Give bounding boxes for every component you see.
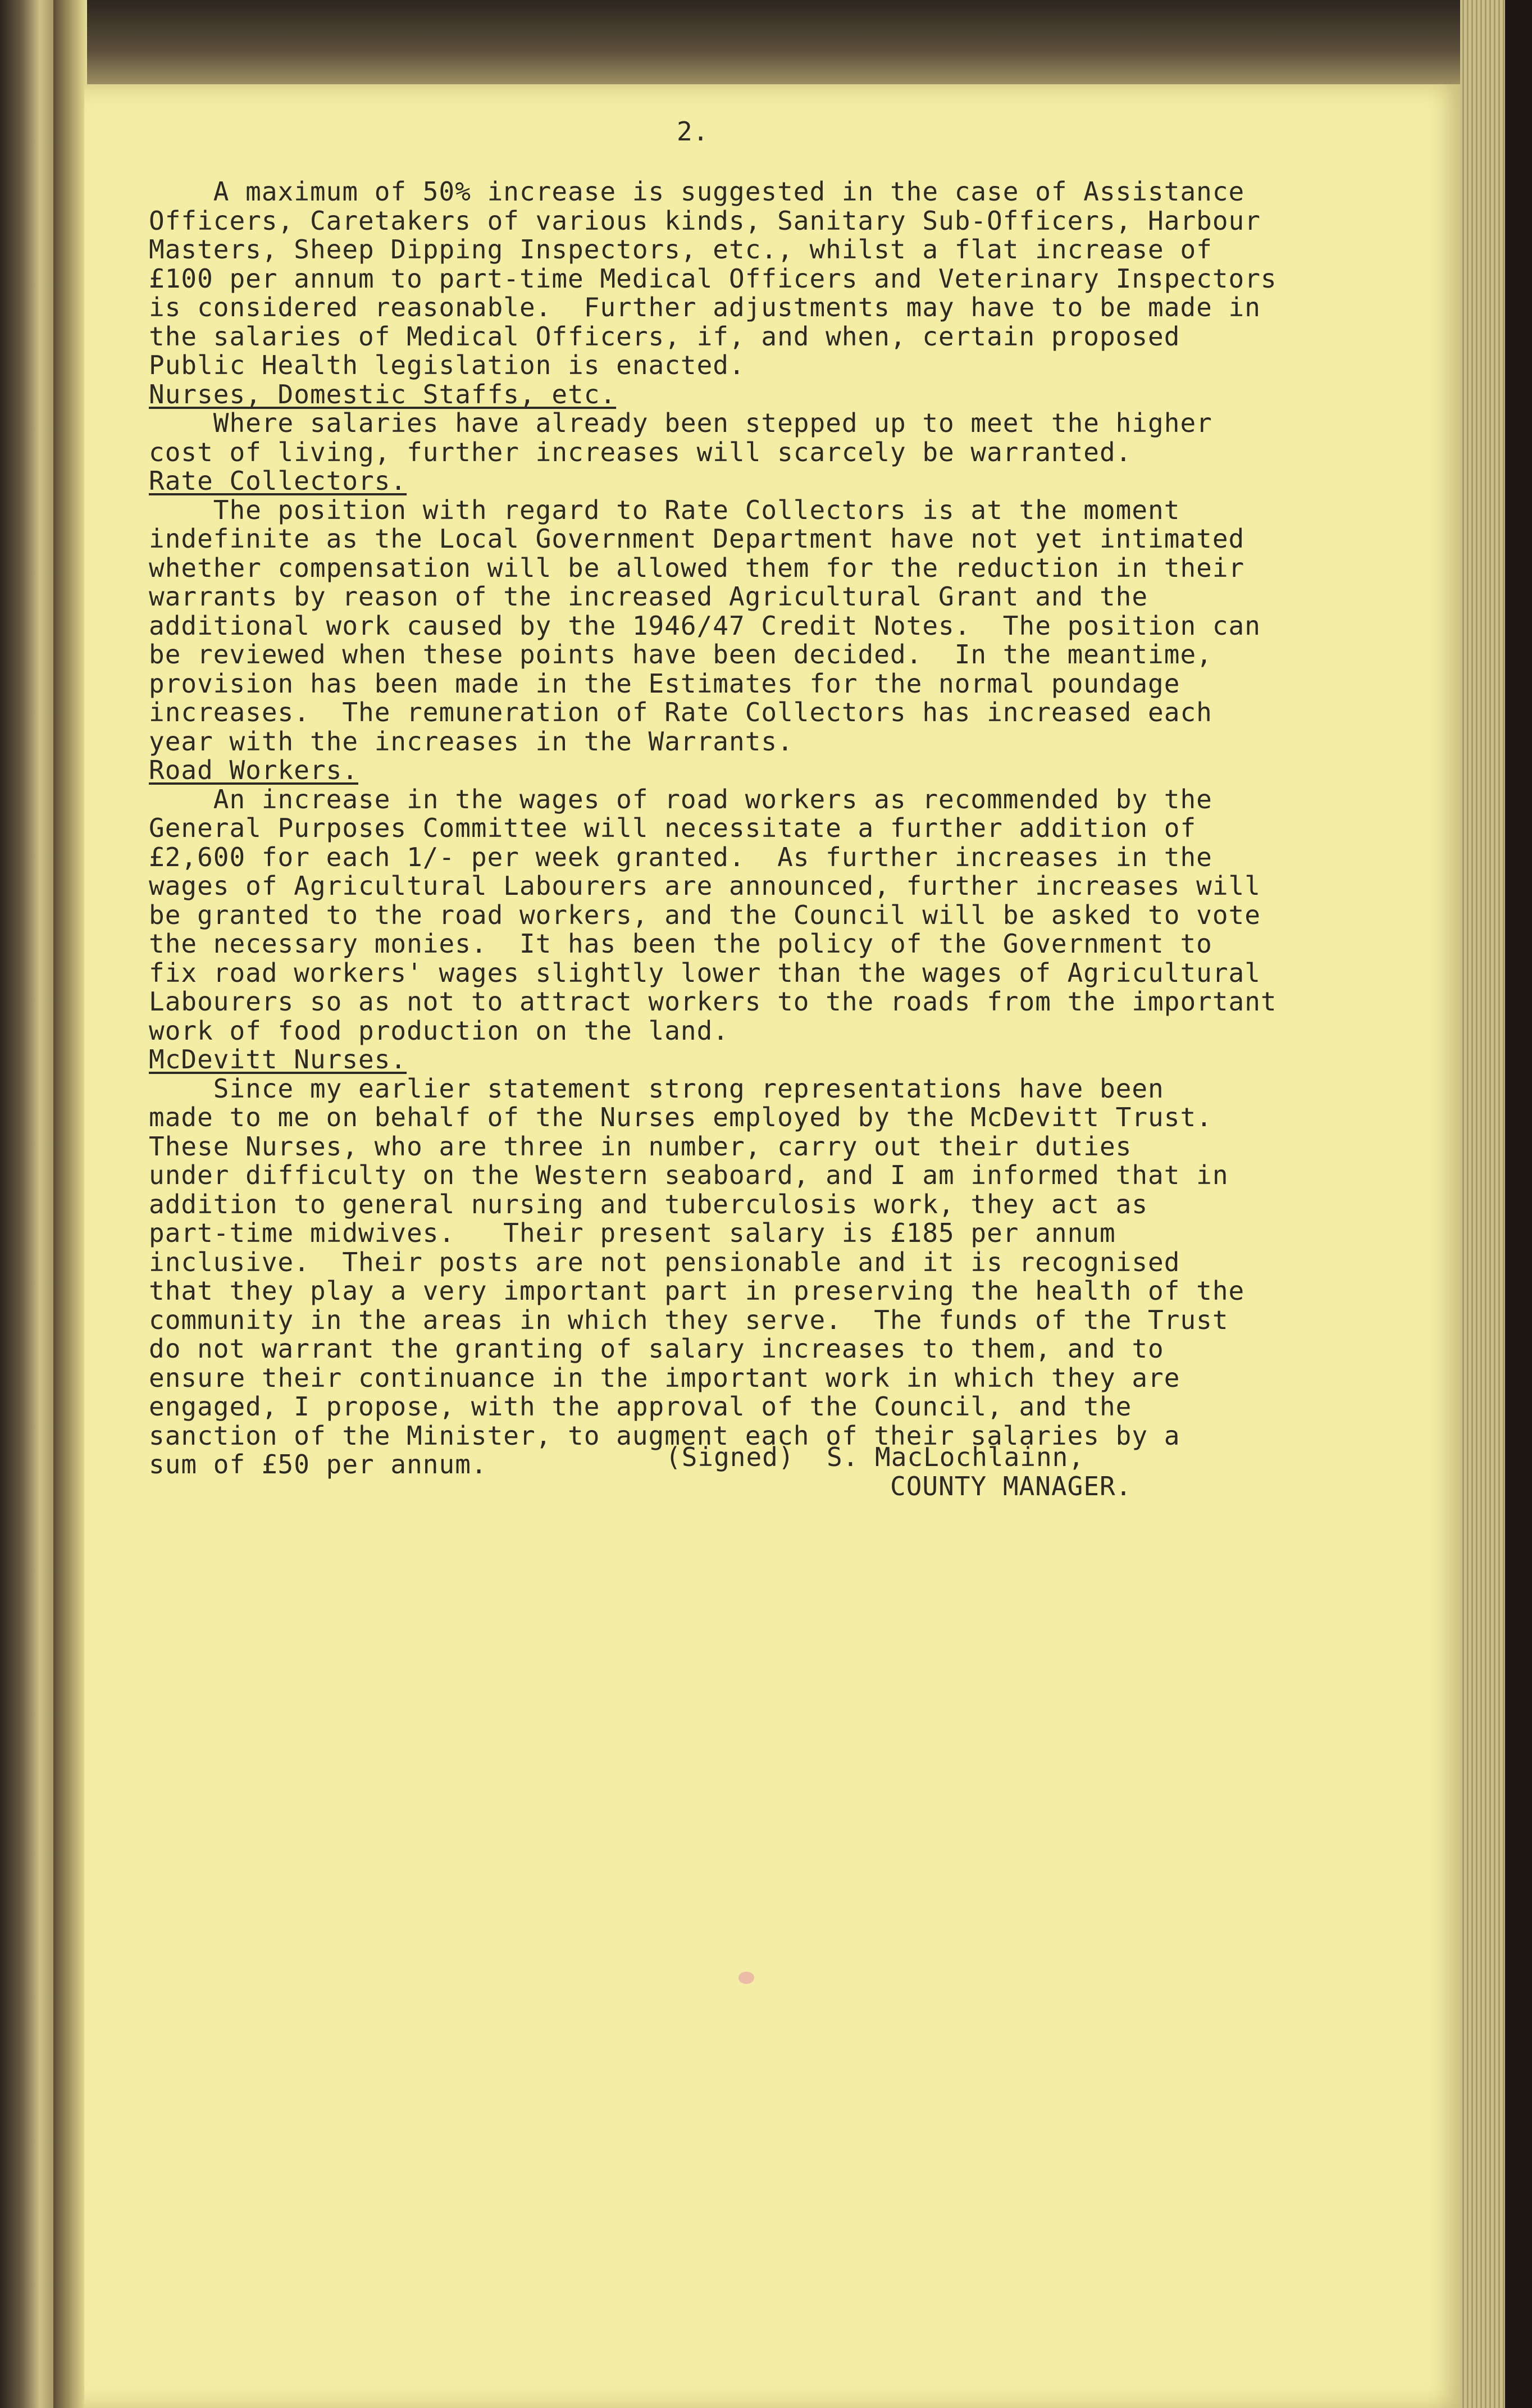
signature-title: COUNTY MANAGER. xyxy=(890,1471,1132,1501)
body-line: A maximum of 50% increase is suggested in the case of Assistance xyxy=(149,176,1245,207)
body-line: additional work caused by the 1946/47 Credit Notes. The position can xyxy=(149,611,1261,641)
heading-mcdevitt-nurses: McDevitt Nurses. xyxy=(149,1044,407,1075)
body-line: made to me on behalf of the Nurses employed by the McDevitt Trust. xyxy=(149,1102,1212,1132)
scan-top-shadow xyxy=(53,0,1463,84)
body-line: wages of Agricultural Labourers are announced, further increases will xyxy=(149,871,1261,901)
body-line: These Nurses, who are three in number, carry out their duties xyxy=(149,1131,1132,1162)
body-line: Masters, Sheep Dipping Inspectors, etc., whilst a flat increase of xyxy=(149,234,1212,265)
body-line: General Purposes Committee will necessitate a further addition of xyxy=(149,813,1197,843)
body-line: do not warrant the granting of salary increases to them, and to xyxy=(149,1333,1164,1364)
body-line: be granted to the road workers, and the Council will be asked to vote xyxy=(149,900,1261,930)
body-line: Officers, Caretakers of various kinds, Sanitary Sub-Officers, Harbour xyxy=(149,206,1261,236)
signature-line: (Signed) S. MacLochlainn, xyxy=(665,1442,1085,1472)
ink-stain xyxy=(738,1972,754,1984)
body-line: sanction of the Minister, to augment each of their salaries by a xyxy=(149,1421,1180,1451)
body-line: be reviewed when these points have been decided. In the meantime, xyxy=(149,639,1212,670)
heading-nurses-domestic-staffs: Nurses, Domestic Staffs, etc. xyxy=(149,379,617,409)
body-line: fix road workers' wages slightly lower than the wages of Agricultural xyxy=(149,958,1261,988)
body-line: Where salaries have already been stepped up to meet the higher xyxy=(149,408,1212,438)
body-line: that they play a very important part in preserving the health of the xyxy=(149,1276,1245,1306)
body-line: warrants by reason of the increased Agricultural Grant and the xyxy=(149,581,1148,612)
page-number: 2. xyxy=(677,116,709,147)
body-line: addition to general nursing and tuberculosis work, they act as xyxy=(149,1189,1148,1219)
scan-right-shadow xyxy=(1505,0,1532,2408)
body-line: sum of £50 per annum. xyxy=(149,1449,487,1480)
heading-rate-collectors: Rate Collectors. xyxy=(149,466,407,496)
body-line: Public Health legislation is enacted. xyxy=(149,350,745,380)
body-line: increases. The remuneration of Rate Collectors has increased each xyxy=(149,697,1212,727)
heading-road-workers: Road Workers. xyxy=(149,755,359,785)
left-page-edge xyxy=(0,0,53,2408)
body-line: Labourers so as not to attract workers to the roads from the important xyxy=(149,986,1277,1017)
body-line: under difficulty on the Western seaboard, and I am informed that in xyxy=(149,1160,1229,1190)
body-line: engaged, I propose, with the approval of the Council, and the xyxy=(149,1391,1132,1422)
body-line: £2,600 for each 1/- per week granted. As further increases in the xyxy=(149,842,1212,872)
book-gutter xyxy=(53,0,87,2408)
body-line: community in the areas in which they serve. The funds of the Trust xyxy=(149,1305,1229,1335)
body-line: inclusive. Their posts are not pensionable and it is recognised xyxy=(149,1247,1180,1277)
body-line: the salaries of Medical Officers, if, and when, certain proposed xyxy=(149,321,1180,352)
body-line: indefinite as the Local Government Department have not yet intimated xyxy=(149,524,1245,554)
body-line: is considered reasonable. Further adjustments may have to be made in xyxy=(149,292,1261,322)
body-line: £100 per annum to part-time Medical Officers and Veterinary Inspectors xyxy=(149,263,1277,294)
body-line: An increase in the wages of road workers as recommended by the xyxy=(149,784,1212,814)
body-line: The position with regard to Rate Collectors is at the moment xyxy=(149,495,1180,525)
body-line: whether compensation will be allowed them for the reduction in their xyxy=(149,553,1245,583)
body-line: ensure their continuance in the important work in which they are xyxy=(149,1363,1180,1393)
body-line: Since my earlier statement strong representations have been xyxy=(149,1073,1164,1104)
body-line: work of food production on the land. xyxy=(149,1016,729,1046)
body-line: provision has been made in the Estimates for the normal poundage xyxy=(149,668,1180,699)
body-line: cost of living, further increases will scarcely be warranted. xyxy=(149,437,1132,467)
body-line: part-time midwives. Their present salary is £185 per annum xyxy=(149,1218,1116,1248)
body-line: the necessary monies. It has been the policy of the Government to xyxy=(149,928,1212,959)
body-line: year with the increases in the Warrants. xyxy=(149,726,794,757)
